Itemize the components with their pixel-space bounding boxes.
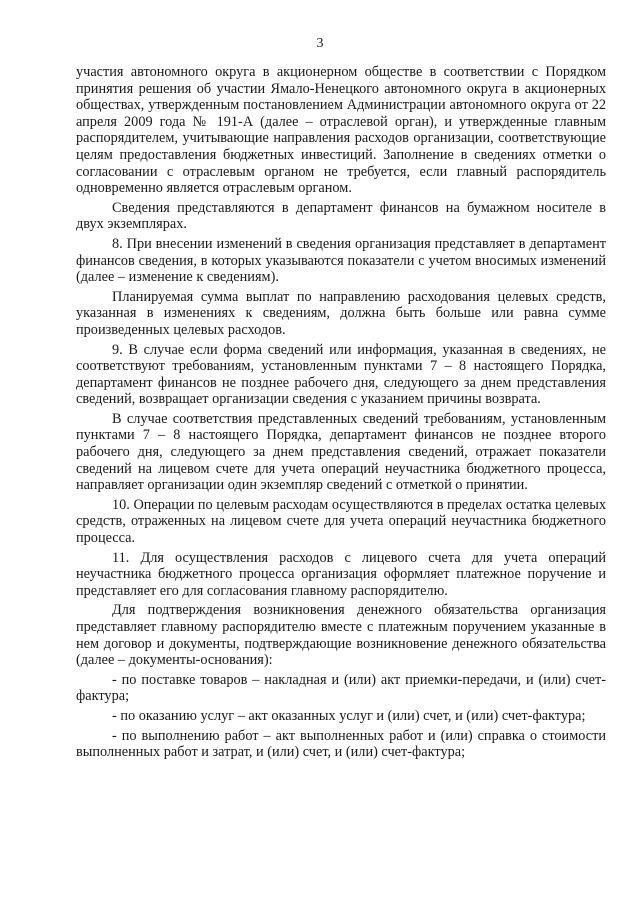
list-item-goods: - по поставке товаров – накладная и (или) акт приемки-передачи, и (или) счет-фактура; (76, 671, 606, 705)
paragraph-item-10: 10. Операции по целевым расходам осуществляются в пределах остатка целевых средств, отраженных на лицевом счете для учета операций неучастника бюджетного процесса. (76, 496, 606, 547)
document-body (76, 64, 606, 764)
list-item-services: - по оказанию услуг – акт оказанных услуг и (или) счет, и (или) счет-фактура; (112, 707, 586, 724)
paragraph-item-9: 9. В случае если форма сведений или информация, указанная в сведениях, не соответствуют требованиям, установленным пунктами 7 – 8 настоящего Порядка, департамент финансов не позднее рабочего дня, следующего за днем представления сведений, возвращает организации сведения с указанием причины возврата. (76, 341, 606, 408)
paragraph-item-8: 8. При внесении изменений в сведения организация представляет в департамент финансов сведения, в которых указываются показатели с учетом вносимых изменений (далее – изменение к сведениям). (76, 235, 606, 286)
paragraph-item-11: 11. Для осуществления расходов с лицевого счета для учета операций неучастника бюджетного процесса организация оформляет платежное поручение и представляет его для согласования главному распорядителю. (76, 549, 606, 599)
page-number: 3 (316, 36, 324, 51)
paragraph-compliance: В случае соответствия представленных сведений требованиям, установленным пунктами 7 – 8 настоящего Порядка, департамент финансов не позднее второго рабочего дня, следующего за днем представления сведений, отражает показатели сведений на лицевом счете для учета операций неучастника бюджетного процесса, направляет организации один экземпляр сведений с отметкой о принятии. (76, 410, 606, 494)
list-item-works: - по выполнению работ – акт выполненных работ и (или) справка о стоимости выполненных работ и затрат, и (или) счет, и (или) счет-фактура; (76, 727, 606, 761)
paragraph-continuation: участия автономного округа в акционерном обществе в соответствии с Порядком принятия решения об участии Ямало-Ненецкого автономного округа в акционерных обществах, утвержденным постановлением Администрации автономного округа от 22 апреля 2009 года № 191-А (далее – отраслевой орган), и утвержденные главным распорядителем, учитывающие направления расходов организации, соответствующие целям предоставления бюджетных инвестиций. Заполнение в сведениях отметки о согласовании с отраслевым органом не требуется, если главный распорядитель одновременно является отраслевым органом. (76, 64, 606, 197)
paragraph-planned-sum: Планируемая сумма выплат по направлению расходования целевых средств, указанная в изменениях к сведениям, должна быть больше или равна сумме произведенных целевых расходов. (76, 288, 606, 338)
paragraph-copies: Сведения представляются в департамент финансов на бумажном носителе в двух экземплярах. (76, 199, 606, 233)
paragraph-obligation: Для подтверждения возникновения денежного обязательства организация представляет главному распорядителю вместе с платежным поручением указанные в нем договор и документы, подтверждающие возникновение денежного обязательства (далее – документы-основания): (76, 602, 606, 669)
